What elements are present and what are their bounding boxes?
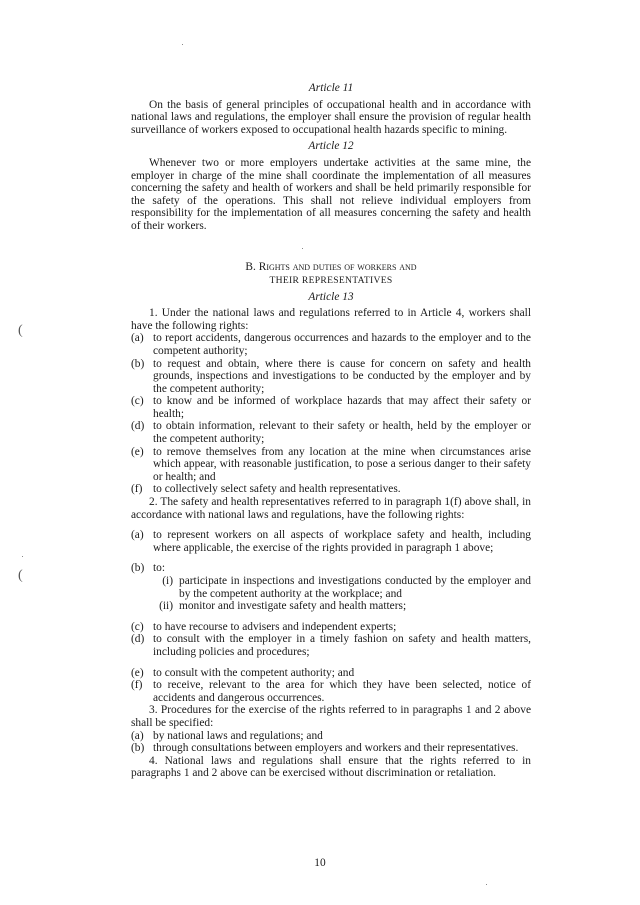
section-b-line2: THEIR REPRESENTATIVES <box>269 274 393 286</box>
article-13-p2-intro: 2. The safety and health representatives referred to in paragraph 1(f) above shall, in accordance with national laws and regulations, have the following rights: <box>131 496 531 521</box>
list-item: (e) to consult with the competent authority; and <box>131 666 355 679</box>
article-11-text: On the basis of general principles of occupational health and in accordance with national laws and regulations, the employer shall ensure the provision of regular health surveillance of workers exposed to occupational health hazards specific to mining. <box>131 98 531 136</box>
scan-speck <box>486 884 487 885</box>
article-11-title: Article 11 <box>308 82 354 94</box>
section-b-prefix: B. <box>245 260 256 273</box>
page-number: 10 <box>314 857 326 869</box>
list-item: (f) to collectively select safety and health representatives. <box>131 483 401 496</box>
list-item: (b) to request and obtain, where there is cause for concern on safety and health grounds, inspections and investigations to be conducted by the employer and by the competent authority; <box>131 357 531 395</box>
scan-speck <box>182 44 183 45</box>
scan-speck <box>22 556 23 557</box>
list-item: (a) by national laws and regulations; and <box>131 729 323 742</box>
article-12-title: Article 12 <box>308 140 354 153</box>
sub-list-item: (ii) monitor and investigate safety and health matters; <box>159 600 407 613</box>
article-13-p1-intro: 1. Under the national laws and regulations referred to in Article 4, workers shall have the following rights: <box>131 307 531 332</box>
article-13-title: Article 13 <box>308 290 354 303</box>
margin-bracket-mark: ( <box>18 323 23 338</box>
list-item: (a) to represent workers on all aspects of workplace safety and health, including where applicable, the exercise of the rights provided in paragraph 1 above; <box>131 529 531 554</box>
list-item: (c) to have recourse to advisers and independent experts; <box>131 620 397 633</box>
section-b-cap: R <box>258 260 267 273</box>
list-item: (f) to receive, relevant to the area for which they have been selected, notice of accidents and dangerous occurrences. <box>131 679 531 704</box>
section-b-line1: ights and duties of workers and <box>266 260 417 273</box>
list-item: (d) to consult with the employer in a timely fashion on safety and health matters, including policies and procedures; <box>131 633 531 658</box>
list-item: (e) to remove themselves from any location at the mine when circumstances arise which appear, with reasonable justification, to pose a serious danger to their safety or health; and <box>131 445 531 483</box>
document-page <box>131 82 531 783</box>
list-item: (a) to report accidents, dangerous occurrences and hazards to the employer and to the competent authority; <box>131 332 531 357</box>
article-13-p1-list <box>131 332 531 496</box>
article-12-text: Whenever two or more employers undertake activities at the same mine, the employer in charge of the mine shall coordinate the implementation of all measures concerning the safety and health of workers and shall be held primarily responsible for the safety of the operations. This shall not relieve individual employers from responsibility for the implementation of all measures concerning the safety and health of their workers. <box>131 156 531 232</box>
sub-list-item: (i) participate in inspections and investigations conducted by the employer and by the competent authority at the workplace; and <box>162 575 531 600</box>
list-item: (d) to obtain information, relevant to their safety or health, held by the employer or the competent authority; <box>131 420 531 446</box>
section-b-heading <box>131 261 531 287</box>
list-item: (b) through consultations between employers and workers and their representatives. <box>131 742 519 755</box>
article-13-p4: 4. National laws and regulations shall ensure that the rights referred to in paragraphs 1 and 2 above can be exercised without discrimination or retaliation. <box>131 754 531 780</box>
article-13-p3-intro: 3. Procedures for the exercise of the rights referred to in paragraphs 1 and 2 above shall be specified: <box>131 704 531 729</box>
list-item: (b) to: <box>131 562 166 575</box>
list-item: (c) to know and be informed of workplace hazards that may affect their safety or health; <box>131 395 531 420</box>
margin-bracket-mark: ( <box>18 568 23 583</box>
